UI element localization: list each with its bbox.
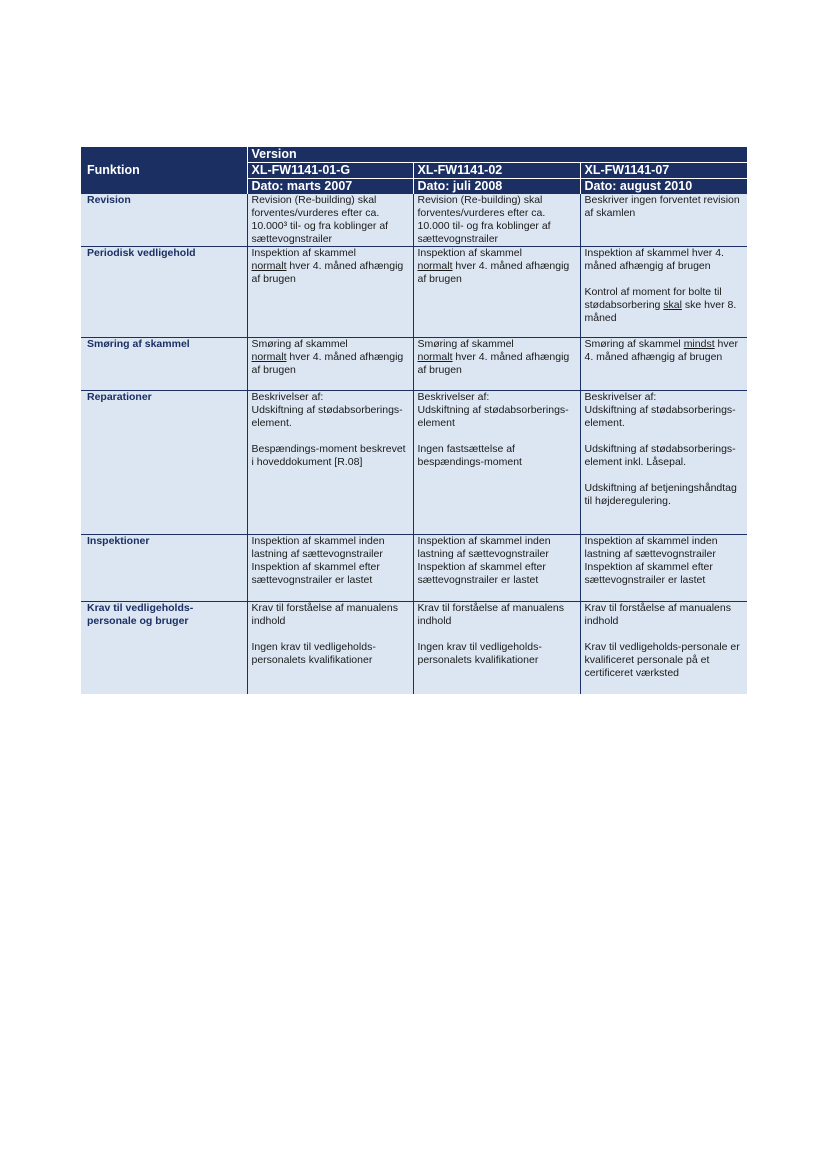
table-row-periodisk-vedligehold — [81, 247, 747, 338]
table-cell: Inspektion af skammel normalt hver 4. måned afhængig af brugen — [413, 247, 580, 338]
table-cell: Krav til forståelse af manualens indhold Ingen krav til vedligeholds-personalets kvalifikationer — [247, 602, 413, 694]
table-cell: Inspektion af skammel inden lastning af sættevognstrailer Inspektion af skammel efter sættevognstrailer er lastet — [413, 535, 580, 602]
table-cell: Revision (Re-building) skal forventes/vurderes efter ca. 10.000³ til- og fra koblinger af sættevognstrailer — [247, 194, 413, 247]
table-row-reparationer — [81, 391, 747, 535]
table-cell: Beskrivelser af: Udskiftning af stødabsorberings-element. Udskiftning af stødabsorberings-element inkl. Låsepal. Udskiftning af betjeningshåndtag til højderegulering. — [580, 391, 747, 535]
table-cell: Beskrivelser af: Udskiftning af stødabsorberings-element. Bespændings-moment beskrevet i hoveddokument [R.08] — [247, 391, 413, 535]
header-model-1: XL-FW1141-01-G — [247, 163, 413, 179]
table-cell: Inspektion af skammel hver 4. måned afhængig af brugen Kontrol af moment for bolte til stødabsorbering skal ske hver 8. måned — [580, 247, 747, 338]
version-comparison-table — [81, 147, 747, 694]
table-cell: Krav til forståelse af manualens indhold Krav til vedligeholds-personale er kvalificeret personale på et certificeret værksted — [580, 602, 747, 694]
row-function-label: Smøring af skammel — [81, 338, 247, 391]
row-function-label: Reparationer — [81, 391, 247, 535]
header-date-3: Dato: august 2010 — [580, 179, 747, 195]
row-function-label: Revision — [81, 194, 247, 247]
table-row-revision — [81, 194, 747, 247]
table-row-inspektioner — [81, 535, 747, 602]
table-cell: Beskrivelser af: Udskiftning af stødabsorberings-element Ingen fastsættelse af bespændings-moment — [413, 391, 580, 535]
row-function-label: Inspektioner — [81, 535, 247, 602]
table-cell: Krav til forståelse af manualens indhold Ingen krav til vedligeholds-personalets kvalifikationer — [413, 602, 580, 694]
row-function-label: Krav til vedligeholds-personale og bruger — [81, 602, 247, 694]
row-function-label: Periodisk vedligehold — [81, 247, 247, 338]
table-cell: Revision (Re-building) skal forventes/vurderes efter ca. 10.000 til- og fra koblinger af sættevognstrailer — [413, 194, 580, 247]
header-model-3: XL-FW1141-07 — [580, 163, 747, 179]
table-row-krav — [81, 602, 747, 694]
table-cell: Smøring af skammel normalt hver 4. måned afhængig af brugen — [413, 338, 580, 391]
header-model-2: XL-FW1141-02 — [413, 163, 580, 179]
table-cell: Smøring af skammel mindst hver 4. måned afhængig af brugen — [580, 338, 747, 391]
header-funktion: Funktion — [81, 147, 247, 194]
table-cell: Inspektion af skammel inden lastning af sættevognstrailer Inspektion af skammel efter sættevognstrailer er lastet — [247, 535, 413, 602]
table-row-smoering — [81, 338, 747, 391]
table-cell: Smøring af skammel normalt hver 4. måned afhængig af brugen — [247, 338, 413, 391]
table-cell: Beskriver ingen forventet revision af skamlen — [580, 194, 747, 247]
header-date-1: Dato: marts 2007 — [247, 179, 413, 195]
table-cell: Inspektion af skammel normalt hver 4. måned afhængig af brugen — [247, 247, 413, 338]
header-date-2: Dato: juli 2008 — [413, 179, 580, 195]
table-cell: Inspektion af skammel inden lastning af sættevognstrailer Inspektion af skammel efter sættevognstrailer er lastet — [580, 535, 747, 602]
header-version: Version — [247, 147, 747, 163]
